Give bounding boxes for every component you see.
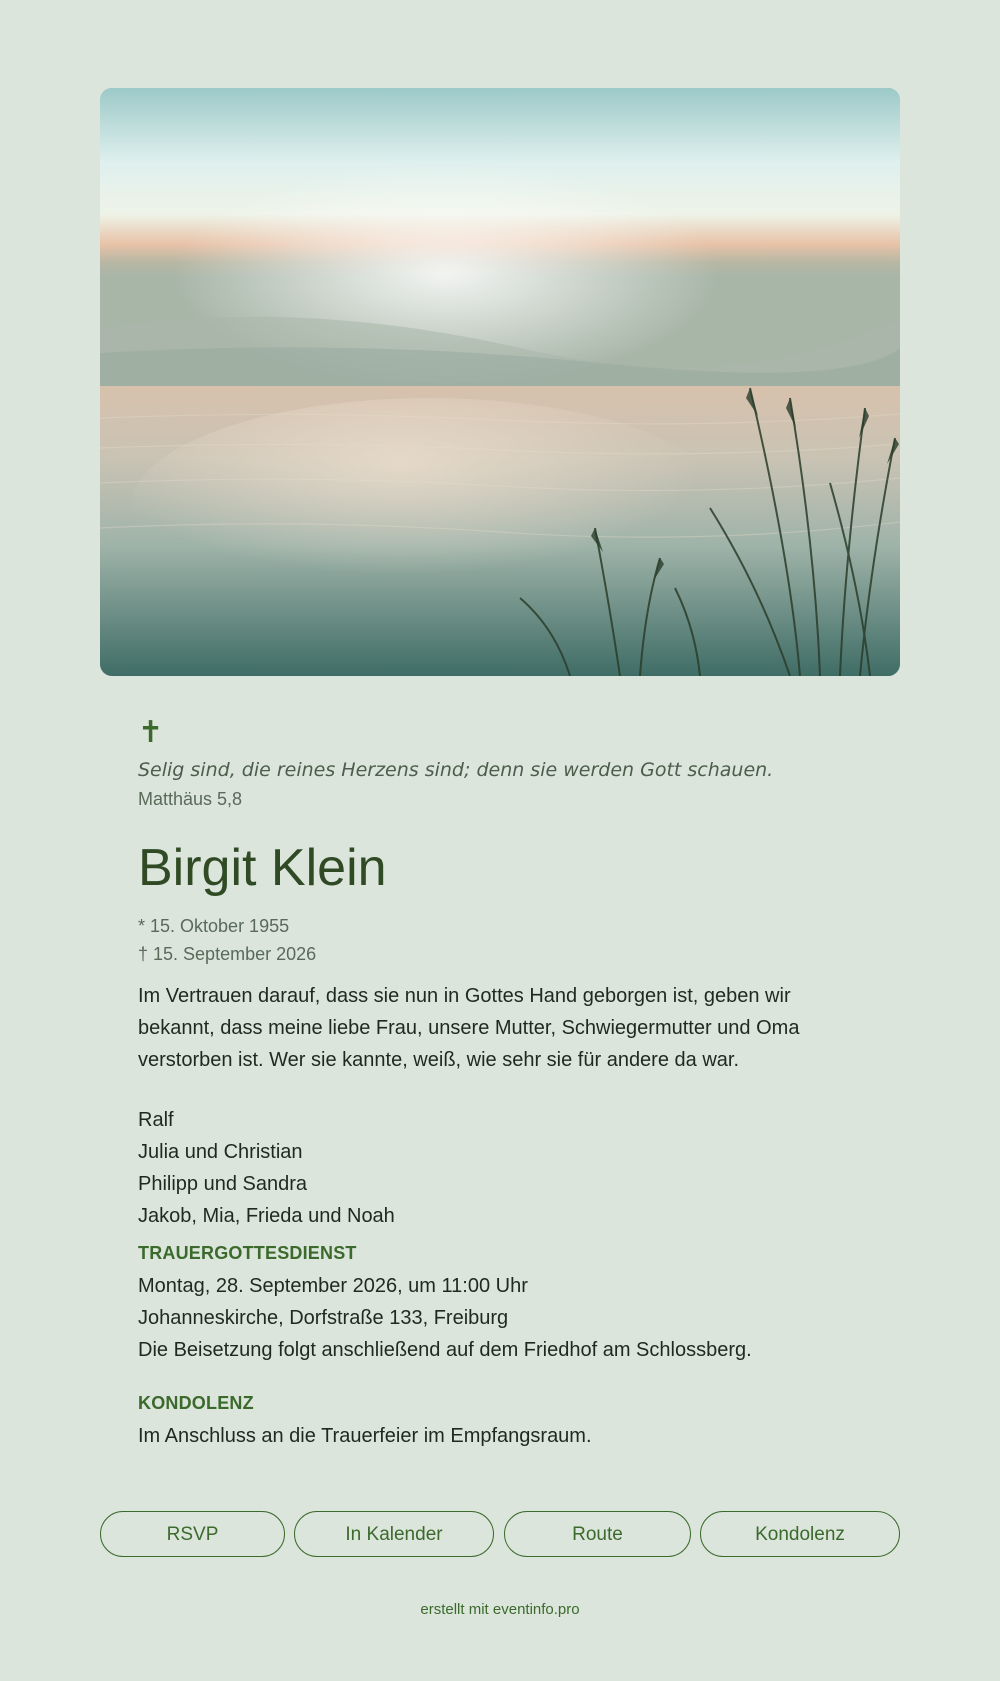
service-location: Johanneskirche, Dorfstraße 133, Freiburg <box>138 1307 509 1329</box>
service-details <box>138 1270 862 1366</box>
rsvp-button[interactable]: RSVP <box>100 1511 285 1557</box>
family-member: Ralf <box>138 1109 174 1131</box>
obituary-card <box>100 88 900 1452</box>
family-list <box>138 1104 862 1232</box>
intro-text: Im Vertrauen darauf, dass sie nun in Gottes Hand geborgen ist, geben wir bekannt, dass meine liebe Frau, unsere Mutter, Schwiegermutter und Oma verstorben ist. Wer sie kannte, weiß, wie sehr sie für andere da war. <box>138 985 800 1071</box>
action-buttons <box>100 1511 900 1559</box>
condolence-button[interactable]: Kondolenz <box>700 1511 900 1557</box>
obituary-content <box>100 718 900 1452</box>
footer-credit[interactable]: erstellt mit eventinfo.pro <box>420 1601 580 1618</box>
verse-reference: Matthäus 5,8 <box>138 789 243 809</box>
condolence-heading: KONDOLENZ <box>138 1393 254 1413</box>
burial-note: Die Beisetzung folgt anschließend auf dem Friedhof am Schlossberg. <box>138 1339 752 1361</box>
birth-date: * 15. Oktober 1955 <box>138 916 290 936</box>
cross-icon: ✝ <box>138 716 164 749</box>
bible-verse: Selig sind, die reines Herzens sind; denn sie werden Gott schauen. <box>138 759 774 781</box>
family-member: Julia und Christian <box>138 1141 303 1163</box>
route-button[interactable]: Route <box>504 1511 691 1557</box>
add-to-calendar-button[interactable]: In Kalender <box>294 1511 494 1557</box>
service-date: Montag, 28. September 2026, um 11:00 Uhr <box>138 1275 528 1297</box>
condolence-text: Im Anschluss an die Trauerfeier im Empfangsraum. <box>138 1425 592 1447</box>
family-member: Jakob, Mia, Frieda und Noah <box>138 1205 395 1227</box>
hero-image <box>100 88 900 676</box>
death-date: † 15. September 2026 <box>138 944 317 964</box>
family-member: Philipp und Sandra <box>138 1173 308 1195</box>
deceased-name: Birgit Klein <box>138 839 387 897</box>
service-heading: TRAUERGOTTESDIENST <box>138 1243 357 1263</box>
life-dates <box>138 912 862 968</box>
